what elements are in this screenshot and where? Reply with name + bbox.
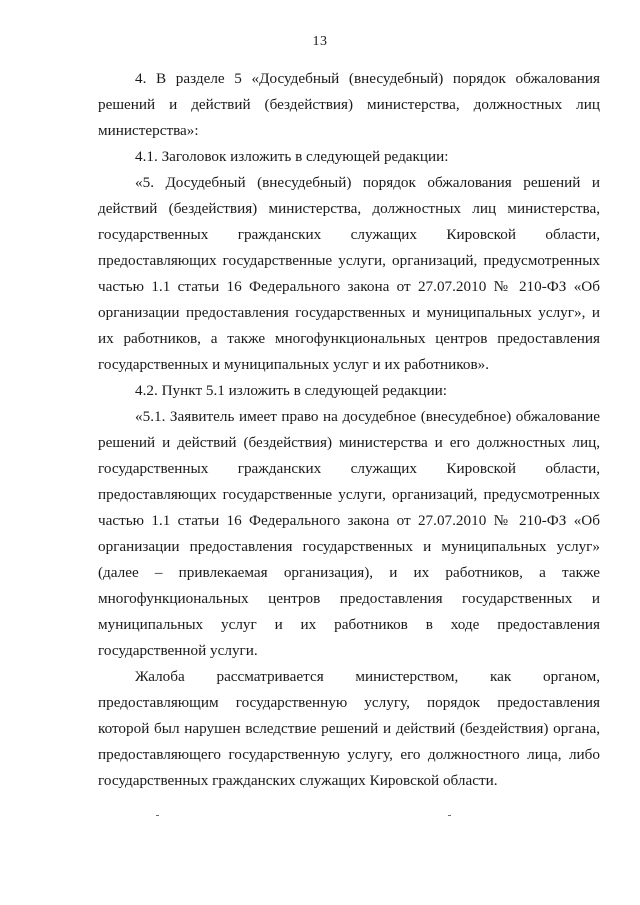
paragraph-4-1-heading-instruction: 4.1. Заголовок изложить в следующей редакции: — [135, 148, 449, 165]
paragraph-section-4-intro: 4. В разделе 5 «Досудебный (внесудебный) порядок обжалования решений и действий (бездействия) министерства, должностных лиц министерства»: — [98, 70, 600, 139]
paragraph-5-1-new-text: «5.1. Заявитель имеет право на досудебное (внесудебное) обжалование решений и действий (бездействия) министерства и его должностных лиц, государственных гражданских служащих Кировской области, предоставляющих государственные услуги, организаций, предусмотренных частью 1.1 статьи 16 Федерального закона от 27.07.2010 № 210-ФЗ «Об организации предоставления государственных и муниципальных услуг» (далее – привлекаемая организация), и их работников, а также многофункциональных центров предоставления государственных и муниципальных услуг и их работников в ходе предоставления государственной услуги. — [98, 408, 600, 659]
scan-mark-right — [448, 815, 451, 816]
scan-mark-left — [156, 815, 159, 816]
page-number: 13 — [312, 34, 328, 49]
document-body — [98, 66, 600, 794]
paragraph-section-5-new-title: «5. Досудебный (внесудебный) порядок обжалования решений и действий (бездействия) министерства, должностных лиц министерства, государственных гражданских служащих Кировской области, предоставляющих государственные услуги, организаций, предусмотренных частью 1.1 статьи 16 Федерального закона от 27.07.2010 № 210-ФЗ «Об организации предоставления государственных и муниципальных услуг», и их работников, а также многофункциональных центров предоставления государственных и муниципальных услуг и их работников». — [98, 174, 600, 373]
paragraph-4-2-instruction: 4.2. Пункт 5.1 изложить в следующей редакции: — [135, 382, 448, 399]
paragraph-complaint: Жалоба рассматривается министерством, как органом, предоставляющим государственную услугу, порядок предоставления которой был нарушен вследствие решений и действий (бездействия) органа, предоставляющего государственную услугу, его должностного лица, либо государственных гражданских служащих Кировской области. — [98, 668, 600, 789]
